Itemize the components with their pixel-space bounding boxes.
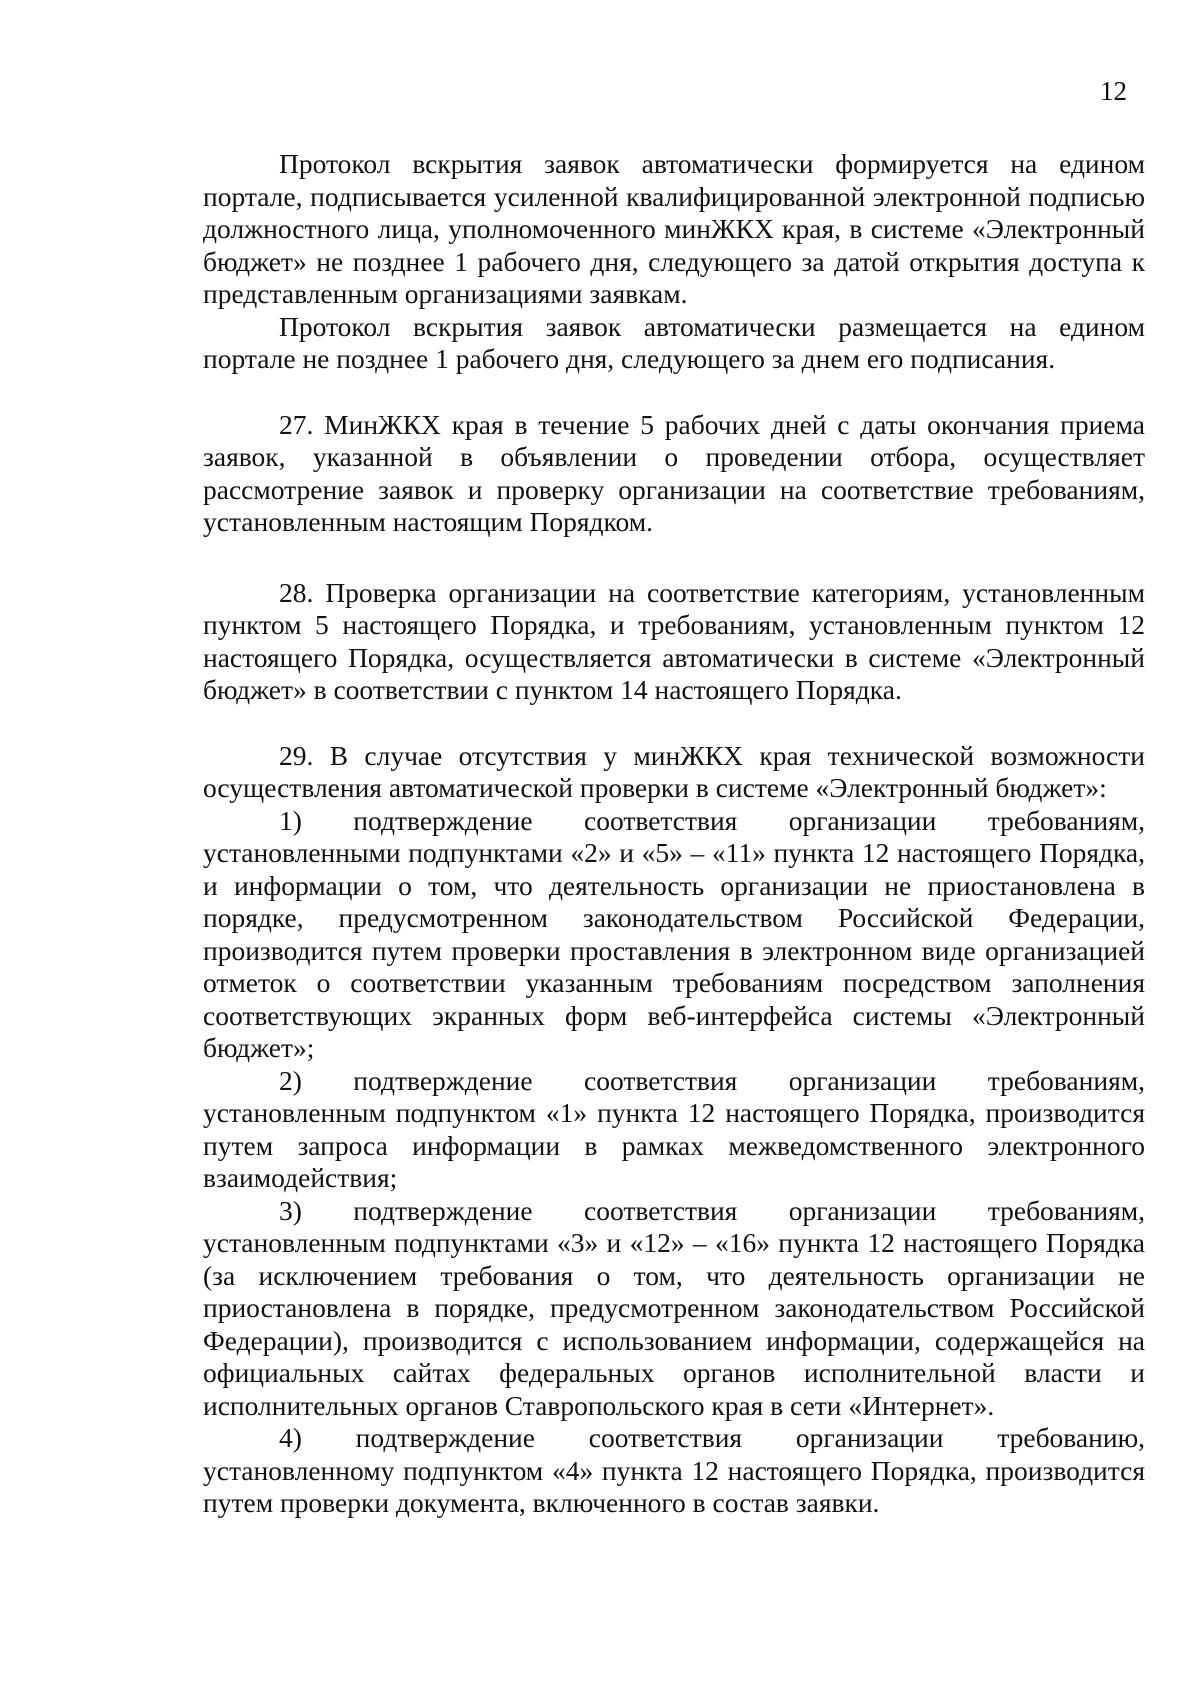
document-body: [203, 148, 1145, 1520]
paragraph-29-item-3: 3) подтверждение соответствия организации требованиям, установленным подпунктами «3» и «12» – «16» пункта 12 настоящего Порядка (за исключением требования о том, что деятельность организации не приостановлена в порядке, предусмотренном законодательством Российской Федерации), производится с использованием информации, содержащейся на официальных сайтах федеральных органов исполнительной власти и исполнительных органов Ставропольского края в сети «Интернет».: [203, 1194, 1145, 1421]
paragraph-27: 27. МинЖКХ края в течение 5 рабочих дней с даты окончания приема заявок, указанной в объявлении о проведении отбора, осуществляет рассмотрение заявок и проверку организации на соответствие требованиям, установленным настоящим Порядком.: [203, 408, 1145, 537]
paragraph-29-item-2: 2) подтверждение соответствия организации требованиям, установленным подпунктом «1» пункта 12 настоящего Порядка, производится путем запроса информации в рамках межведомственного электронного взаимодействия;: [203, 1064, 1145, 1193]
paragraph-protocol-publishing: Протокол вскрытия заявок автоматически размещается на едином портале не позднее 1 рабочего дня, следующего за днем его подписания.: [203, 310, 1145, 374]
paragraph-29-item-1: 1) подтверждение соответствия организации требованиям, установленными подпунктами «2» и «5» – «11» пункта 12 настоящего Порядка, и информации о том, что деятельность организации не приостановлена в порядке, предусмотренном законодательством Российской Федерации, производится путем проверки проставления в электронном виде организацией отметок о соответствии указанным требованиям посредством заполнения соответствующих экранных форм веб-интерфейса системы «Электронный бюджет»;: [203, 804, 1145, 1063]
page-number: 12: [1100, 76, 1127, 106]
paragraph-protocol-signing: Протокол вскрытия заявок автоматически формируется на едином портале, подписывается усиленной квалифицированной электронной подписью должностного лица, уполномоченного минЖКХ края, в системе «Электронный бюджет» не позднее 1 рабочего дня, следующего за датой открытия доступа к представленным организациями заявкам.: [203, 148, 1145, 309]
paragraph-29-item-4: 4) подтверждение соответствия организации требованию, установленному подпунктом «4» пункта 12 настоящего Порядка, производится путем проверки документа, включенного в состав заявки.: [203, 1422, 1145, 1518]
paragraph-29: 29. В случае отсутствия у минЖКХ края технической возможности осуществления автоматической проверки в системе «Электронный бюджет»:: [203, 739, 1145, 803]
paragraph-28: 28. Проверка организации на соответствие категориям, установленным пунктом 5 настоящего Порядка, и требованиям, установленным пунктом 12 настоящего Порядка, осуществляется автоматически в системе «Электронный бюджет» в соответствии с пунктом 14 настоящего Порядка.: [203, 576, 1145, 705]
